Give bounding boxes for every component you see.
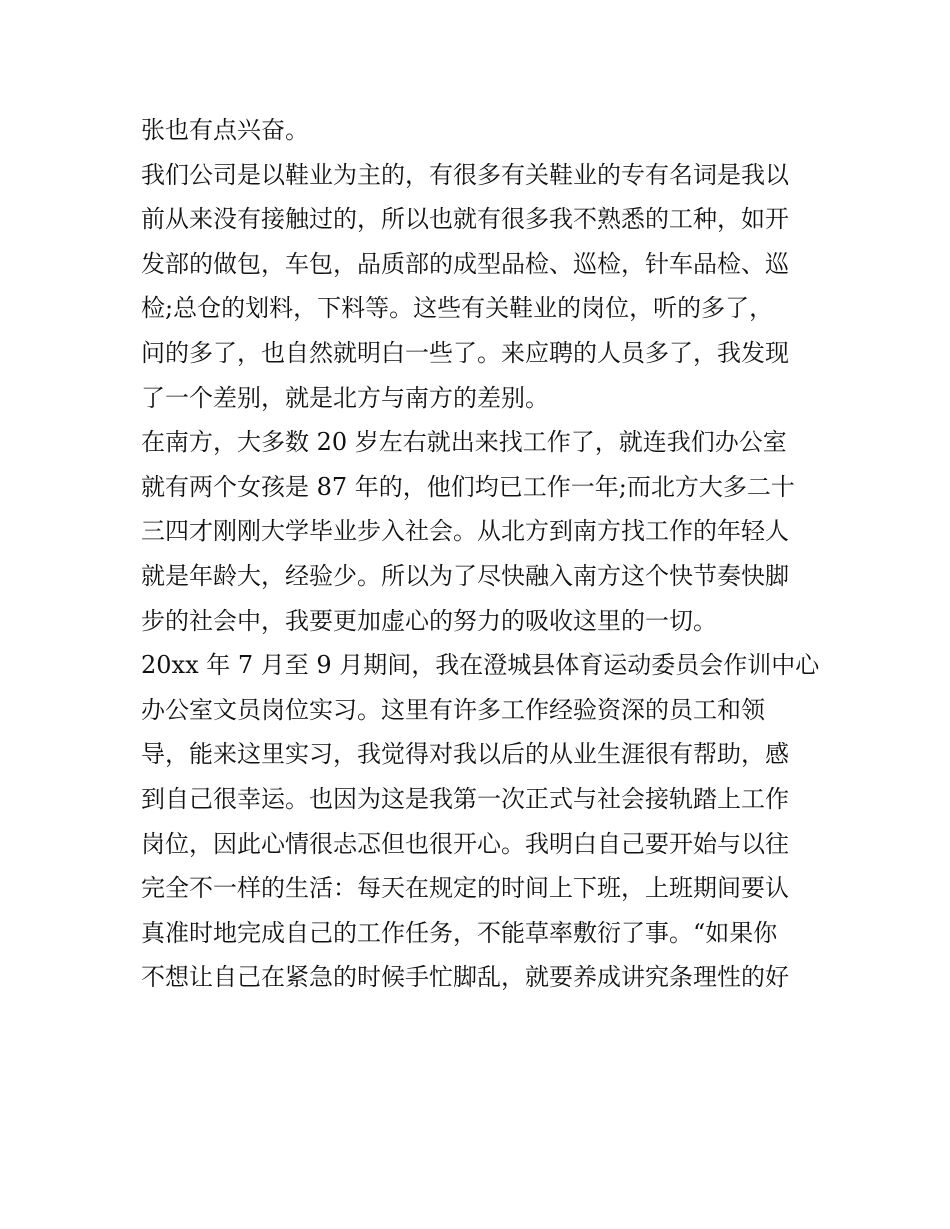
- text-line: 步的社会中，我要更加虚心的努力的吸收这里的一切。: [141, 606, 717, 635]
- text-line: 张也有点兴奋。: [141, 116, 309, 144]
- text-line: 了一个差别，就是北方与南方的差别。: [141, 383, 549, 412]
- text-line: 导，能来这里实习，我觉得对我以后的从业生涯很有帮助，感: [141, 740, 789, 769]
- text-line: 发部的做包，车包，品质部的成型品检、巡检，针车品检、巡: [141, 249, 789, 278]
- text-line: 真准时地完成自己的工作任务，不能草率敷衍了事。“如果你: [141, 918, 778, 947]
- text-line: 我们公司是以鞋业为主的，有很多有关鞋业的专有名词是我以: [141, 160, 789, 189]
- text-line: 到自己很幸运。也因为这是我第一次正式与社会接轨踏上工作: [141, 784, 789, 813]
- text-line: 办公室文员岗位实习。这里有许多工作经验资深的员工和领: [141, 695, 765, 724]
- text-line: 问的多了，也自然就明白一些了。来应聘的人员多了，我发现: [141, 338, 789, 367]
- text-line: 前从来没有接触过的，所以也就有很多我不熟悉的工种，如开: [141, 205, 789, 234]
- body-text: [141, 108, 821, 1000]
- text-line: 就有两个女孩是 87 年的，他们均已工作一年;而北方大多二十: [141, 472, 795, 501]
- text-line: 三四才刚刚大学毕业步入社会。从北方到南方找工作的年轻人: [141, 517, 789, 546]
- text-line: 完全不一样的生活：每天在规定的时间上下班，上班期间要认: [141, 874, 789, 903]
- text-line: 岗位，因此心情很忐忑但也很开心。我明白自己要开始与以往: [141, 829, 789, 858]
- text-line: 不想让自己在紧急的时候手忙脚乱，就要养成讲究条理性的好: [141, 963, 789, 992]
- text-line: 检;总仓的划料，下料等。这些有关鞋业的岗位，听的多了，: [141, 294, 774, 323]
- text-line: 20xx 年 7 月至 9 月期间，我在澄城县体育运动委员会作训中心: [141, 651, 820, 680]
- text-line: 就是年龄大，经验少。所以为了尽快融入南方这个快节奏快脚: [141, 561, 789, 590]
- text-line: 在南方，大多数 20 岁左右就出来找工作了，就连我们办公室: [141, 428, 787, 457]
